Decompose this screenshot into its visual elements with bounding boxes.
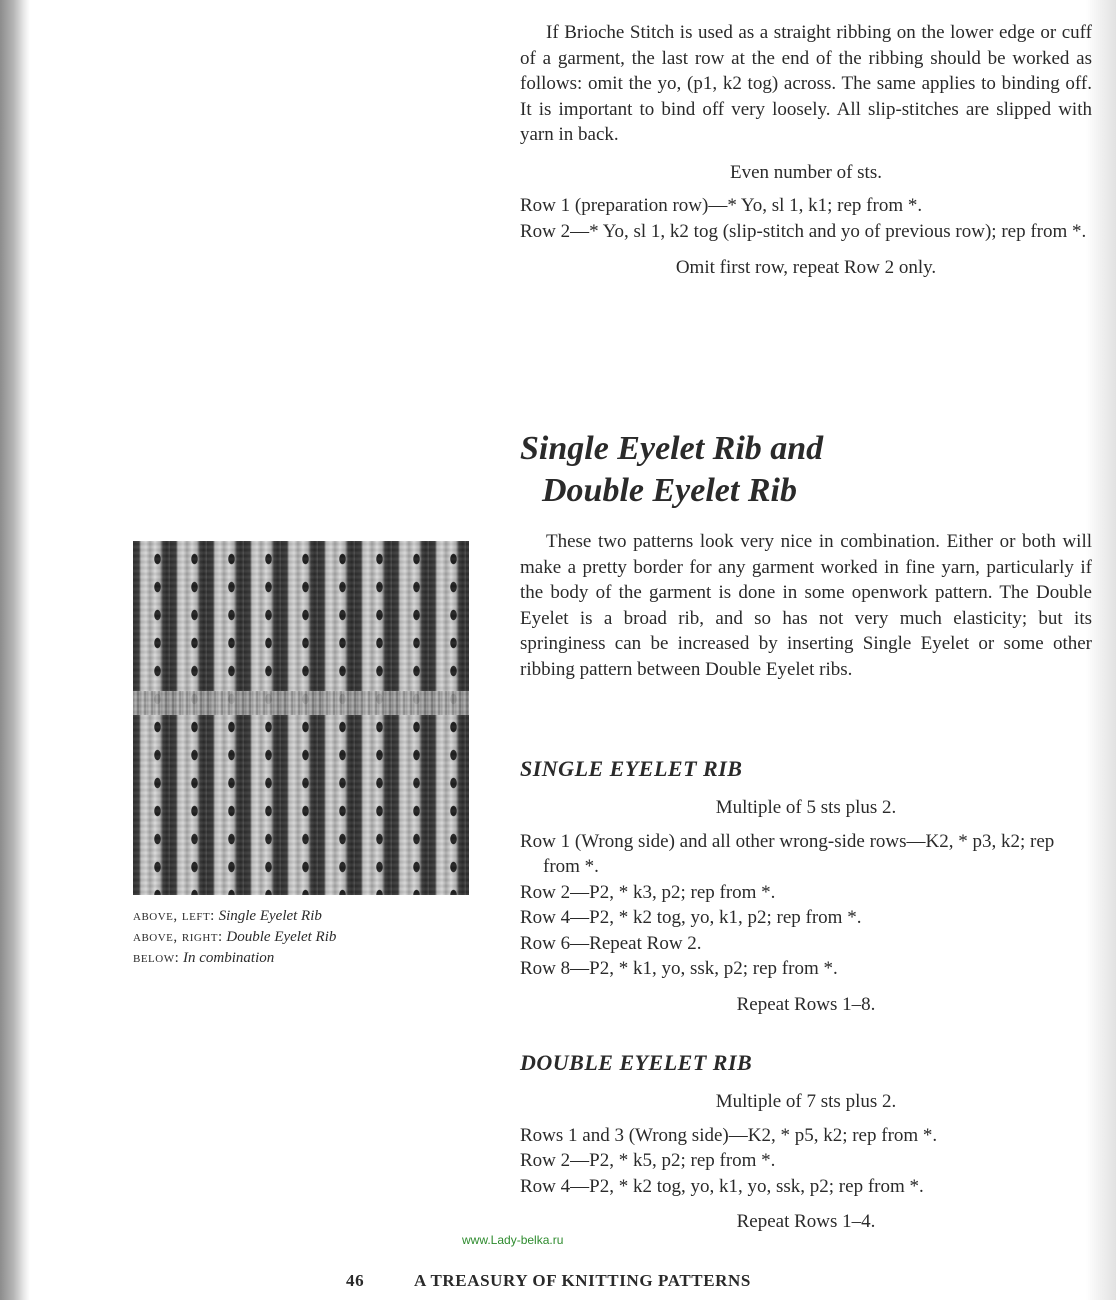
caption-label: above, left: (133, 908, 215, 924)
section-intro-block (520, 529, 1092, 682)
single-eyelet-repeat: Repeat Rows 1–8. (736, 993, 876, 1015)
caption-line (133, 927, 336, 948)
single-eyelet-row-4: Row 4—P2, * k2 tog, yo, k1, p2; rep from *. (520, 907, 862, 928)
caption-label: above, right: (133, 929, 223, 945)
section-title (520, 428, 823, 512)
caption-line (133, 948, 336, 969)
single-eyelet-row-6: Row 6—Repeat Row 2. (520, 932, 702, 954)
double-eyelet-repeat: Repeat Rows 1–4. (736, 1211, 876, 1232)
double-eyelet-row-1-3: Rows 1 and 3 (Wrong side)—K2, * p5, k2; rep from *. (520, 1124, 938, 1146)
caption-text: Double Eyelet Rib (226, 929, 337, 945)
double-eyelet-instructions (520, 1089, 1092, 1235)
single-eyelet-row-8: Row 8—P2, * k1, yo, ssk, p2; rep from *. (520, 958, 838, 979)
single-eyelet-heading: SINGLE EYELET RIB (520, 756, 743, 781)
caption-line (133, 906, 336, 927)
page-footer (346, 1271, 751, 1291)
single-eyelet-stitch-count: Multiple of 5 sts plus 2. (715, 797, 897, 818)
single-eyelet-row-2: Row 2—P2, * k3, p2; rep from *. (520, 881, 776, 903)
brioche-row-2: Row 2—* Yo, sl 1, k2 tog (slip-stitch and yo of previous row); rep from *. (520, 220, 1087, 242)
brioche-stitch-count: Even number of sts. (730, 161, 882, 183)
section-title-line-1: Single Eyelet Rib and (520, 430, 824, 467)
caption-label: below: (133, 950, 180, 966)
brioche-continuation (520, 20, 1092, 281)
figure-caption (133, 906, 336, 969)
knitted-swatch-photo (133, 541, 469, 895)
double-eyelet-heading: DOUBLE EYELET RIB (520, 1050, 753, 1075)
section-intro: These two patterns look very nice in combination. Either or both will make a pretty border for any garment worked in fine yarn, particularly if the body of the garment is done in some openwork pattern. The Double Eyelet is a broad rib, and so has not very much elasticity; but its springiness can be increased by inserting Single Eyelet or some other ribbing pattern between Double Eyelet ribs. (520, 531, 1092, 680)
brioche-intro: If Brioche Stitch is used as a straight ribbing on the lower edge or cuff of a garment, the last row at the end of the ribbing should be worked as follows: omit the yo, (p1, k2 tog) across. The same applies to binding off. It is important to bind off very loosely. All slip-stitches are slipped with yarn in back. (520, 22, 1092, 145)
watermark-link[interactable]: www.Lady-belka.ru (462, 1233, 564, 1247)
single-eyelet-row-1: Row 1 (Wrong side) and all other wrong-side rows—K2, * p3, k2; rep from *. (520, 830, 1055, 877)
double-eyelet-row-2: Row 2—P2, * k5, p2; rep from *. (520, 1150, 776, 1171)
caption-text: Single Eyelet Rib (218, 908, 322, 924)
double-eyelet-row-4: Row 4—P2, * k2 tog, yo, k1, yo, ssk, p2; rep from *. (520, 1175, 924, 1197)
page-number: 46 (346, 1271, 365, 1290)
single-eyelet-instructions (520, 795, 1092, 1017)
page-gutter-shadow (0, 0, 30, 1300)
caption-text: In combination (183, 950, 275, 966)
book-title: A TREASURY OF KNITTING PATTERNS (414, 1271, 751, 1290)
section-title-line-2: Double Eyelet Rib (542, 472, 797, 509)
double-eyelet-stitch-count: Multiple of 7 sts plus 2. (715, 1091, 897, 1112)
brioche-row-1: Row 1 (preparation row)—* Yo, sl 1, k1; rep from *. (520, 195, 923, 216)
brioche-repeat: Omit first row, repeat Row 2 only. (675, 257, 937, 278)
